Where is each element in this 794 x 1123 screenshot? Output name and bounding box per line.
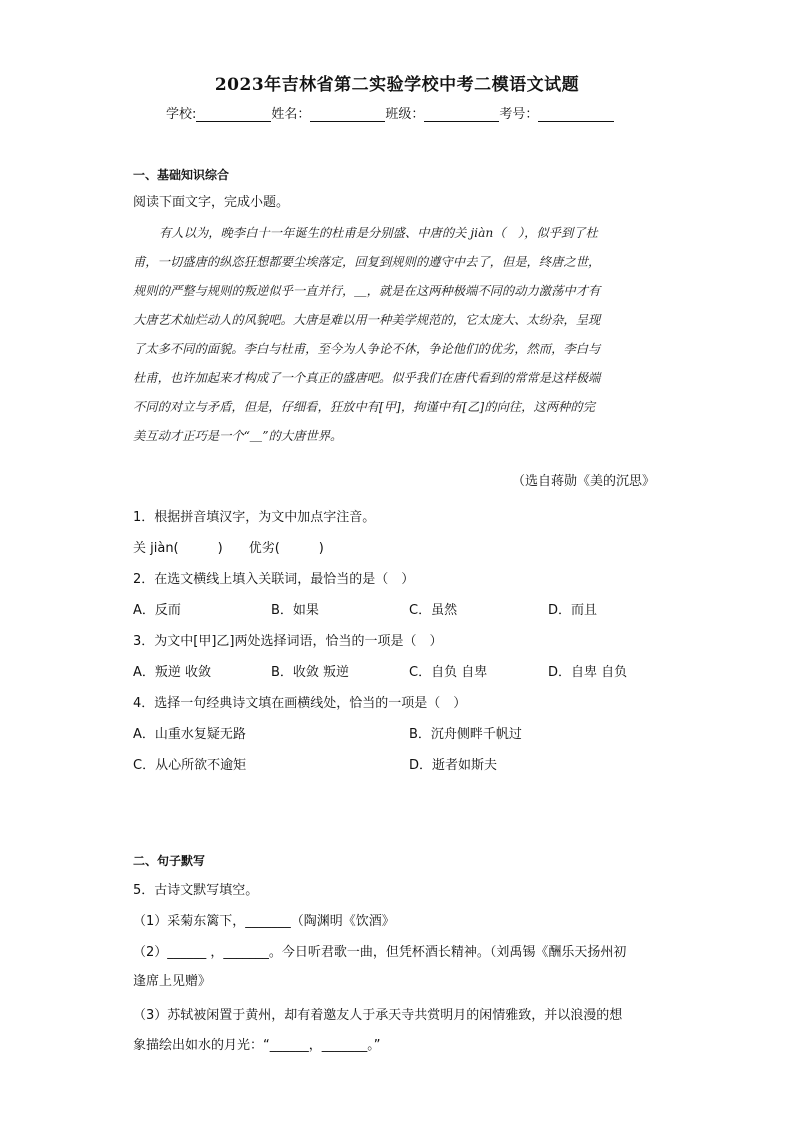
exam-title: 2023年吉林省第二实验学校中考二模语文试题 — [214, 75, 580, 95]
question-5-3-line-2[interactable]: 象描绘出如水的月光：“______，_______。” — [133, 1038, 381, 1053]
q2-option-c[interactable]: C．虽然 — [409, 603, 458, 618]
question-3: 3．为文中[甲]乙]两处选择词语，恰当的一项是（ ） — [133, 634, 443, 649]
q4-option-c[interactable]: C．从心所欲不逾矩 — [133, 758, 247, 773]
q2-option-d[interactable]: D．而且 — [548, 603, 598, 618]
exam-no-label: 考号： — [499, 107, 539, 122]
question-1: 1．根据拼音填汉字，为文中加点字注音。 — [133, 510, 376, 525]
section-1-heading: 一、基础知识综合 — [133, 168, 230, 182]
passage-line: 甫，一切盛唐的纵恣狂想都要尘埃落定，回复到规则的遵守中去了，但是，终唐之世， — [133, 255, 601, 269]
section-2-heading: 二、句子默写 — [133, 854, 206, 868]
q2-option-b[interactable]: B．如果 — [271, 603, 319, 618]
question-5-2-line-2: 逢席上见赠》 — [133, 974, 212, 989]
question-5-3-line-1: （3）苏轼被闲置于黄州，却有着邀友人于承天寺共赏明月的闲情雅致，并以浪漫的想 — [133, 1008, 623, 1023]
q4-option-d[interactable]: D．逝者如斯夫 — [409, 758, 498, 773]
question-1-answer-line[interactable]: 关 jiàn( ) 优劣( ) — [133, 541, 324, 556]
name-label: 姓名： — [271, 107, 311, 122]
q2-option-a[interactable]: A．反而 — [133, 603, 181, 618]
passage-line: 不同的对立与矛盾，但是，仔细看，狂放中有[甲]，拘谨中有[乙]的向往，这两种的完 — [133, 400, 595, 414]
q3-option-d[interactable]: D．自卑 自负 — [548, 665, 628, 680]
q3-option-c[interactable]: C．自负 自卑 — [409, 665, 488, 680]
school-blank[interactable] — [196, 107, 271, 122]
q4-option-a[interactable]: A．山重水复疑无路 — [133, 727, 246, 742]
question-2: 2．在选文横线上填入关联词，最恰当的是（ ） — [133, 572, 415, 587]
question-5-2-line-1[interactable]: （2）______ ，_______。今日听君歌一曲，但凭杯酒长精神。（刘禹锡《酬乐天扬州初 — [133, 945, 627, 960]
passage-source: （选自蒋勋《美的沉思》 — [511, 474, 655, 489]
question-4: 4．选择一句经典诗文填在画横线处，恰当的一项是（ ） — [133, 696, 467, 711]
reading-instruction: 阅读下面文字，完成小题。 — [133, 195, 290, 210]
reading-passage — [133, 219, 663, 451]
q3-option-b[interactable]: B．收敛 叛逆 — [271, 665, 350, 680]
question-5-1[interactable]: （1）采菊东篱下，_______（陶渊明《饮酒》 — [133, 914, 395, 929]
q4-option-b[interactable]: B．沉舟侧畔千帆过 — [409, 727, 522, 742]
passage-line: 了太多不同的面貌。李白与杜甫，至今为人争论不休，争论他们的优劣，然而，李白与 — [133, 342, 601, 356]
passage-line: 杜甫，也许加起来才构成了一个真正的盛唐吧。似乎我们在唐代看到的常常是这样极端 — [133, 371, 601, 385]
exam-no-blank[interactable] — [538, 107, 614, 122]
passage-line: 规则的严整与规则的叛逆似乎一直并行，＿，就是在这两种极端不同的动力激荡中才有 — [133, 284, 601, 298]
passage-line: 大唐艺术灿烂动人的风貌吧。大唐是难以用一种美学规范的，它太庞大、太纷杂，呈现 — [133, 313, 601, 327]
class-label: 班级： — [385, 107, 425, 122]
passage-line: 美互动才正巧是一个“＿”的大唐世界。 — [133, 429, 343, 443]
school-label: 学校: — [166, 107, 197, 122]
passage-line: 有人以为，晚李白十一年诞生的杜甫是分别盛、中唐的关 jiàn（ ），似乎到了杜 — [159, 226, 598, 240]
question-5: 5．古诗文默写填空。 — [133, 883, 259, 898]
name-blank[interactable] — [310, 107, 385, 122]
q3-option-a[interactable]: A．叛逆 收敛 — [133, 665, 212, 680]
student-info-row — [166, 103, 614, 122]
class-blank[interactable] — [424, 107, 499, 122]
